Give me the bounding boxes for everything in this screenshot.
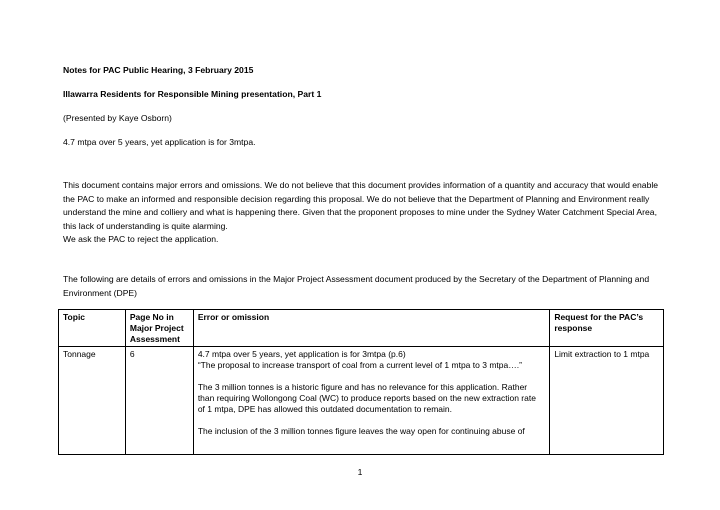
table-row	[59, 347, 664, 455]
intro-paragraph: This document contains major errors and omissions. We do not believe that this document provides information of a quantity and accuracy that would enable the PAC to make an informed and responsible decision regarding this proposal. We do not believe that the Department of Planning and Environment really understand the mine and colliery and what is happening there. Given that the proponent proposes to mine under the Sydney Water Catchment Special Area, this lack of understanding is quite alarming.	[63, 180, 659, 231]
table-header-row	[59, 310, 664, 347]
header-page: Page No in Major Project Assessment	[125, 310, 193, 347]
summary-line: 4.7 mtpa over 5 years, yet application is for 3mtpa.	[63, 137, 256, 147]
presenter-line: (Presented by Kaye Osborn)	[63, 113, 172, 123]
header-error: Error or omission	[193, 310, 550, 347]
error-line: The 3 million tonnes is a historic figure and has no relevance for this application. Rather than requiring Wollongong Coal (WC) to produce reports based on the new extraction rate of 1 mtpa, DPE has allowed this outdated documentation to remain.	[197, 382, 536, 414]
details-paragraph: The following are details of errors and omissions in the Major Project Assessment document produced by the Secretary of the Department of Planning and Environment (DPE)	[63, 274, 650, 298]
error-line: “The proposal to increase transport of coal from a current level of 1 mtpa to 3 mtpa….”	[197, 360, 522, 370]
error-line: 4.7 mtpa over 5 years, yet application is for 3mtpa (p.6)	[197, 349, 406, 359]
errors-table	[58, 309, 664, 455]
cell-page: 6	[125, 347, 193, 455]
request-paragraph: We ask the PAC to reject the application.	[63, 234, 219, 244]
cell-topic: Tonnage	[59, 347, 126, 455]
cell-request: Limit extraction to 1 mtpa	[550, 347, 664, 455]
header-topic: Topic	[59, 310, 126, 347]
cell-error	[193, 347, 550, 455]
error-line: The inclusion of the 3 million tonnes figure leaves the way open for continuing abuse of	[197, 426, 525, 436]
header-request: Request for the PAC’s response	[550, 310, 664, 347]
heading-hearing: Notes for PAC Public Hearing, 3 February 2015	[63, 65, 254, 75]
heading-presentation: Illawarra Residents for Responsible Mining presentation, Part 1	[63, 89, 322, 99]
page-number: 1	[357, 467, 363, 477]
